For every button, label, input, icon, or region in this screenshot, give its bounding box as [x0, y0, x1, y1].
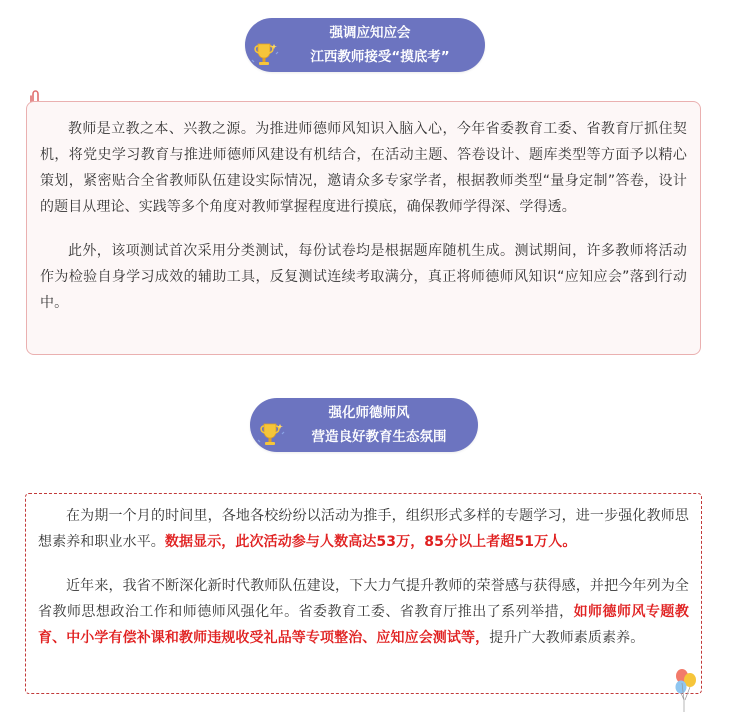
- trophy-icon: [250, 40, 280, 70]
- section1-card: [26, 101, 701, 355]
- section2-paragraph-2-text: 近年来，我省不断深化新时代教师队伍建设，下大力气提升教师的荣誉感与获得感，并把今年列为全省教师思想政治工作和师德师风强化年。省委教育工委、省教育厅推出了系列举措，: [38, 578, 689, 620]
- section1-paragraph-2: 此外，该项测试首次采用分类测试，每份试卷均是根据题库随机生成。测试期间，许多教师将活动作为检验自身学习成效的辅助工具，反复测试连续考取满分，真正将师德师风知识“应知应会”落到行动中。: [40, 243, 687, 311]
- section2-card: [25, 493, 702, 694]
- section1-heading-line1: 强调应知应会: [329, 25, 411, 41]
- section2-paragraph-1-text: 在为期一个月的时间里，各地各校纷纷以活动为推手，组织形式多样的专题学习，进一步强化教师思想素养和职业水平。: [38, 508, 689, 550]
- section2-paragraph-1-highlight: 数据显示，此次活动参与人数高达53万，85分以上者超51万人。: [164, 534, 577, 550]
- balloons-icon: [670, 666, 700, 714]
- section1-paragraph-1: 教师是立教之本、兴教之源。为推进师德师风知识入脑入心，今年省委教育工委、省教育厅抓住契机，将党史学习教育与推进师德师风建设有机结合，在活动主题、答卷设计、题库类型等方面予以精心策划，紧密贴合全省教师队伍建设实际情况，邀请众多专家学者，根据教师类型“量身定制”答卷，设计的题目从理论、实践等多个角度对教师掌握程度进行摸底，确保教师学得深、学得透。: [40, 121, 687, 215]
- section1-heading: [245, 18, 485, 72]
- section2-heading-line1: 强化师德师风: [328, 405, 410, 421]
- section2-paragraph-2-tail: 提升广大教师素质素养。: [489, 630, 645, 646]
- section1-heading-line2: 江西教师接受“摸底考”: [310, 49, 450, 65]
- trophy-icon: [256, 420, 286, 450]
- section2-paragraph-1: [38, 503, 689, 555]
- section2-paragraph-2: [38, 573, 689, 651]
- section2-paragraph-2-highlight: 如师德师风专题教育、中小学有偿补课和教师违规收受礼品等专项整治、应知应会测试等，: [38, 604, 689, 646]
- section2-heading-line2: 营造良好教育生态氛围: [311, 429, 447, 445]
